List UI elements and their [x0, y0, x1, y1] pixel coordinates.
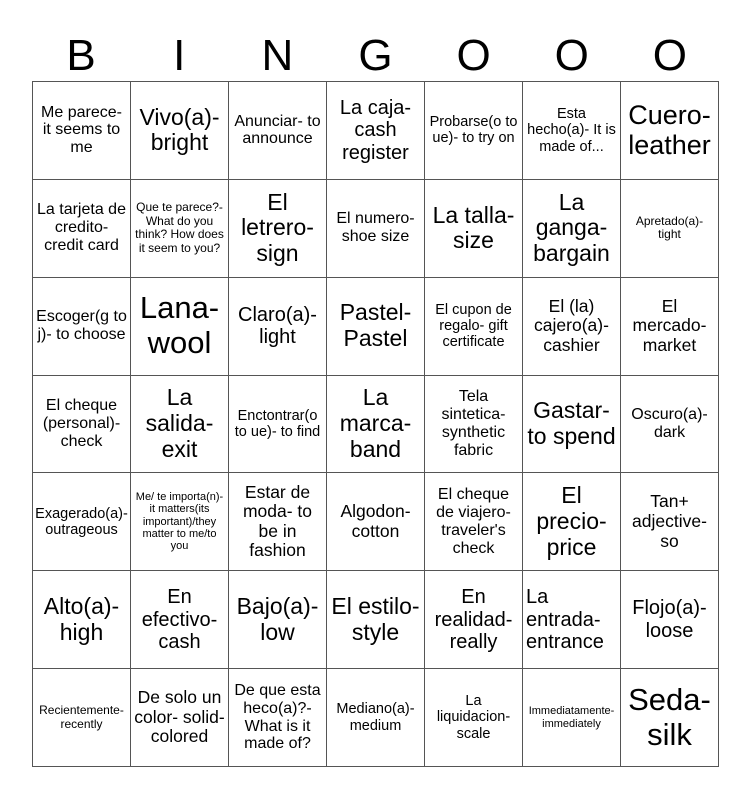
bingo-cell[interactable]: De que esta heco(a)?- What is it made of? [229, 669, 327, 767]
bingo-cell[interactable]: Flojo(a)- loose [621, 571, 719, 669]
bingo-cell[interactable]: El cupon de regalo- gift certificate [425, 278, 523, 376]
bingo-cell[interactable]: Enctontrar(o to ue)- to find [229, 376, 327, 474]
bingo-cell[interactable]: El numero- shoe size [327, 180, 425, 278]
bingo-cell[interactable]: Tela sintetica- synthetic fabric [425, 376, 523, 474]
bingo-cell[interactable]: Vivo(a)- bright [131, 82, 229, 180]
bingo-cell[interactable]: Oscuro(a)- dark [621, 376, 719, 474]
bingo-cell[interactable]: Claro(a)- light [229, 278, 327, 376]
bingo-cell[interactable]: La ganga- bargain [523, 180, 621, 278]
bingo-cell[interactable]: El precio- price [523, 473, 621, 571]
bingo-cell[interactable]: Recientemente- recently [33, 669, 131, 767]
bingo-cell[interactable]: Immediatamente- immediately [523, 669, 621, 767]
bingo-card-grid [32, 81, 719, 767]
bingo-cell[interactable]: El (la) cajero(a)- cashier [523, 278, 621, 376]
bingo-cell[interactable]: Algodon- cotton [327, 473, 425, 571]
header-letter-n: N [261, 31, 294, 80]
bingo-cell[interactable]: La liquidacion- scale [425, 669, 523, 767]
header-letter-i: I [173, 31, 186, 80]
bingo-cell[interactable]: En realidad- really [425, 571, 523, 669]
bingo-cell[interactable]: En efectivo- cash [131, 571, 229, 669]
bingo-cell[interactable]: Bajo(a)- low [229, 571, 327, 669]
bingo-cell[interactable]: Apretado(a)- tight [621, 180, 719, 278]
bingo-cell[interactable]: El estilo- style [327, 571, 425, 669]
bingo-cell[interactable]: Seda- silk [621, 669, 719, 767]
bingo-cell[interactable]: El mercado- market [621, 278, 719, 376]
bingo-cell[interactable]: Alto(a)- high [33, 571, 131, 669]
bingo-cell[interactable]: Exagerado(a)- outrageous [33, 473, 131, 571]
bingo-cell[interactable]: El letrero- sign [229, 180, 327, 278]
bingo-cell[interactable]: Estar de moda- to be in fashion [229, 473, 327, 571]
bingo-cell[interactable]: Tan+ adjective- so [621, 473, 719, 571]
bingo-cell[interactable]: Esta hecho(a)- It is made of... [523, 82, 621, 180]
bingo-cell[interactable]: La salida- exit [131, 376, 229, 474]
header-letter-o: O [554, 31, 589, 80]
bingo-cell[interactable]: Me/ te importa(n)- it matters(its important)/they matter to me/to you [131, 473, 229, 571]
bingo-cell[interactable]: De solo un color- solid- colored [131, 669, 229, 767]
bingo-cell[interactable]: Lana- wool [131, 278, 229, 376]
bingo-cell[interactable]: La caja- cash register [327, 82, 425, 180]
header-letter-b: B [66, 31, 96, 80]
bingo-cell[interactable]: Me parece- it seems to me [33, 82, 131, 180]
bingo-cell[interactable]: Cuero- leather [621, 82, 719, 180]
header-letter-o: O [652, 31, 688, 80]
bingo-cell[interactable]: Que te parece?- What do you think? How does it seem to you? [131, 180, 229, 278]
bingo-header [32, 30, 719, 81]
bingo-cell[interactable]: Probarse(o to ue)- to try on [425, 82, 523, 180]
bingo-cell[interactable]: Anunciar- to announce [229, 82, 327, 180]
bingo-cell[interactable]: La entrada- entrance [523, 571, 621, 669]
bingo-cell[interactable]: El cheque (personal)- check [33, 376, 131, 474]
bingo-cell[interactable]: La tarjeta de credito- credit card [33, 180, 131, 278]
header-letter-o: O [456, 31, 491, 80]
bingo-cell[interactable]: El cheque de viajero- traveler's check [425, 473, 523, 571]
bingo-cell[interactable]: La marca- band [327, 376, 425, 474]
header-letter-g: G [358, 31, 393, 80]
bingo-cell[interactable]: La talla- size [425, 180, 523, 278]
bingo-cell[interactable]: Pastel- Pastel [327, 278, 425, 376]
bingo-cell[interactable]: Gastar- to spend [523, 376, 621, 474]
bingo-cell[interactable]: Mediano(a)- medium [327, 669, 425, 767]
bingo-cell[interactable]: Escoger(g to j)- to choose [33, 278, 131, 376]
